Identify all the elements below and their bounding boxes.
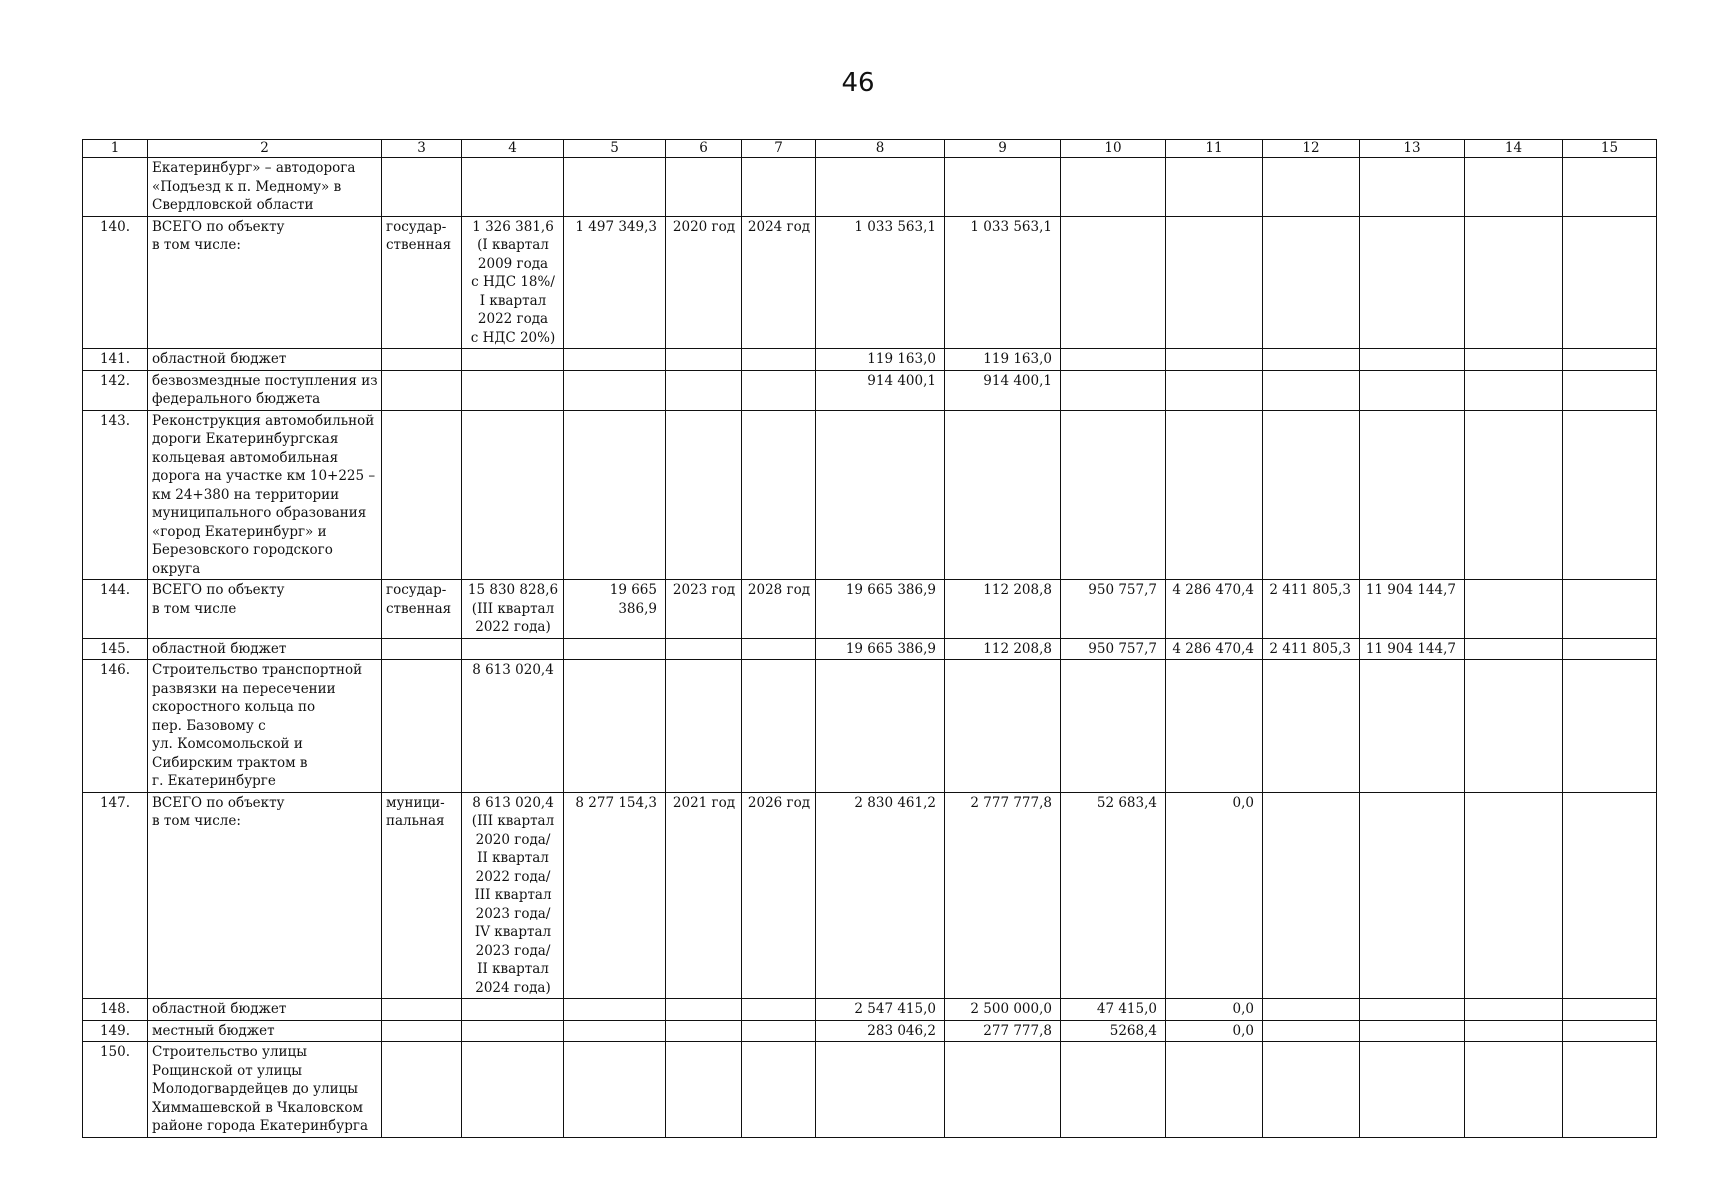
funding-year4-cell: [1263, 349, 1360, 371]
ownership-cell: [382, 638, 462, 660]
budget-table: [82, 139, 1657, 1138]
funding-year3-cell: 0,0: [1166, 1020, 1263, 1042]
description-cell: Строительство транспортной развязки на пересечении скоростного кольца по пер. Базовому с ул. Комсомольской и Сибирским трактом в г. Екатеринбурге: [148, 660, 382, 793]
estimated-cost-cell: [462, 410, 564, 580]
ownership-cell: [382, 158, 462, 217]
funding-year3-cell: 0,0: [1166, 999, 1263, 1021]
funding-year7-cell: [1563, 999, 1657, 1021]
funding-year6-cell: [1465, 349, 1563, 371]
funding-year6-cell: [1465, 638, 1563, 660]
end-year-cell: [742, 410, 816, 580]
header-row: [83, 140, 1657, 158]
ownership-cell: [382, 370, 462, 410]
funding-year1-cell: 112 208,8: [945, 580, 1061, 639]
column-header: 13: [1360, 140, 1465, 158]
estimated-cost-cell: 15 830 828,6 (III квартал 2022 года): [462, 580, 564, 639]
funding-year5-cell: [1360, 410, 1465, 580]
ownership-cell: [382, 349, 462, 371]
funding-total-cell: [816, 1042, 945, 1138]
row-number-cell: 148.: [83, 999, 148, 1021]
description-cell: областной бюджет: [148, 638, 382, 660]
funding-year2-cell: 47 415,0: [1061, 999, 1166, 1021]
ownership-cell: муници- пальная: [382, 792, 462, 999]
funding-year7-cell: [1563, 370, 1657, 410]
total-cost-cell: [564, 1020, 666, 1042]
funding-year6-cell: [1465, 999, 1563, 1021]
start-year-cell: 2020 год: [666, 216, 742, 349]
funding-total-cell: 2 830 461,2: [816, 792, 945, 999]
column-header: 15: [1563, 140, 1657, 158]
row-number-cell: 140.: [83, 216, 148, 349]
funding-year3-cell: [1166, 158, 1263, 217]
column-header: 8: [816, 140, 945, 158]
row-number-cell: 144.: [83, 580, 148, 639]
funding-total-cell: 19 665 386,9: [816, 580, 945, 639]
column-header: 4: [462, 140, 564, 158]
row-number-cell: 150.: [83, 1042, 148, 1138]
funding-year5-cell: [1360, 158, 1465, 217]
start-year-cell: [666, 660, 742, 793]
funding-year3-cell: 0,0: [1166, 792, 1263, 999]
funding-year4-cell: [1263, 792, 1360, 999]
funding-year4-cell: [1263, 1020, 1360, 1042]
description-cell: областной бюджет: [148, 349, 382, 371]
total-cost-cell: [564, 660, 666, 793]
funding-year6-cell: [1465, 1020, 1563, 1042]
total-cost-cell: 19 665 386,9: [564, 580, 666, 639]
funding-total-cell: 119 163,0: [816, 349, 945, 371]
funding-year4-cell: [1263, 660, 1360, 793]
funding-year3-cell: [1166, 660, 1263, 793]
funding-year1-cell: [945, 660, 1061, 793]
column-header: 1: [83, 140, 148, 158]
funding-total-cell: [816, 410, 945, 580]
ownership-cell: [382, 410, 462, 580]
funding-year6-cell: [1465, 792, 1563, 999]
funding-year1-cell: [945, 410, 1061, 580]
ownership-cell: [382, 1020, 462, 1042]
description-cell: Екатеринбург» – автодорога «Подъезд к п. Медному» в Свердловской области: [148, 158, 382, 217]
start-year-cell: 2023 год: [666, 580, 742, 639]
total-cost-cell: [564, 370, 666, 410]
funding-year2-cell: [1061, 410, 1166, 580]
start-year-cell: [666, 158, 742, 217]
funding-year2-cell: 52 683,4: [1061, 792, 1166, 999]
funding-total-cell: 1 033 563,1: [816, 216, 945, 349]
funding-total-cell: 914 400,1: [816, 370, 945, 410]
funding-year3-cell: [1166, 349, 1263, 371]
column-header: 3: [382, 140, 462, 158]
estimated-cost-cell: [462, 999, 564, 1021]
funding-year4-cell: 2 411 805,3: [1263, 580, 1360, 639]
funding-year5-cell: [1360, 370, 1465, 410]
table-row: [83, 158, 1657, 217]
table-row: [83, 1020, 1657, 1042]
funding-year1-cell: 2 500 000,0: [945, 999, 1061, 1021]
funding-year1-cell: [945, 158, 1061, 217]
total-cost-cell: [564, 1042, 666, 1138]
description-cell: Строительство улицы Рощинской от улицы Молодогвардейцев до улицы Химмашевской в Чкаловском районе города Екатеринбурга: [148, 1042, 382, 1138]
end-year-cell: [742, 999, 816, 1021]
funding-year1-cell: 277 777,8: [945, 1020, 1061, 1042]
funding-total-cell: [816, 158, 945, 217]
column-header: 7: [742, 140, 816, 158]
estimated-cost-cell: [462, 158, 564, 217]
row-number-cell: 142.: [83, 370, 148, 410]
row-number-cell: [83, 158, 148, 217]
column-header: 10: [1061, 140, 1166, 158]
funding-year2-cell: [1061, 660, 1166, 793]
start-year-cell: [666, 349, 742, 371]
description-cell: ВСЕГО по объекту в том числе:: [148, 216, 382, 349]
funding-year2-cell: [1061, 349, 1166, 371]
funding-year3-cell: [1166, 370, 1263, 410]
funding-year7-cell: [1563, 158, 1657, 217]
table-row: [83, 999, 1657, 1021]
page-number: 46: [841, 68, 875, 98]
funding-year5-cell: [1360, 792, 1465, 999]
funding-year4-cell: [1263, 999, 1360, 1021]
end-year-cell: [742, 1020, 816, 1042]
total-cost-cell: [564, 349, 666, 371]
end-year-cell: [742, 660, 816, 793]
ownership-cell: [382, 999, 462, 1021]
funding-year1-cell: 119 163,0: [945, 349, 1061, 371]
total-cost-cell: 8 277 154,3: [564, 792, 666, 999]
funding-year5-cell: 11 904 144,7: [1360, 638, 1465, 660]
funding-total-cell: 283 046,2: [816, 1020, 945, 1042]
estimated-cost-cell: [462, 349, 564, 371]
row-number-cell: 146.: [83, 660, 148, 793]
funding-year4-cell: 2 411 805,3: [1263, 638, 1360, 660]
description-cell: ВСЕГО по объекту в том числе: [148, 580, 382, 639]
start-year-cell: [666, 410, 742, 580]
funding-year2-cell: 5268,4: [1061, 1020, 1166, 1042]
column-header: 11: [1166, 140, 1263, 158]
column-header: 9: [945, 140, 1061, 158]
funding-year5-cell: [1360, 660, 1465, 793]
ownership-cell: государ- ственная: [382, 216, 462, 349]
estimated-cost-cell: 8 613 020,4 (III квартал 2020 года/ II квартал 2022 года/ III квартал 2023 года/ IV квартал 2023 года/ II квартал 2024 года): [462, 792, 564, 999]
funding-year2-cell: [1061, 158, 1166, 217]
funding-year4-cell: [1263, 410, 1360, 580]
total-cost-cell: 1 497 349,3: [564, 216, 666, 349]
table-row: [83, 349, 1657, 371]
funding-total-cell: 2 547 415,0: [816, 999, 945, 1021]
funding-year6-cell: [1465, 216, 1563, 349]
funding-year5-cell: [1360, 1042, 1465, 1138]
column-header: 12: [1263, 140, 1360, 158]
column-header: 2: [148, 140, 382, 158]
funding-year3-cell: 4 286 470,4: [1166, 580, 1263, 639]
total-cost-cell: [564, 638, 666, 660]
table-row: [83, 580, 1657, 639]
row-number-cell: 143.: [83, 410, 148, 580]
funding-year6-cell: [1465, 660, 1563, 793]
funding-year3-cell: [1166, 216, 1263, 349]
estimated-cost-cell: [462, 1042, 564, 1138]
table-row: [83, 370, 1657, 410]
table-row: [83, 410, 1657, 580]
column-header: 5: [564, 140, 666, 158]
funding-year7-cell: [1563, 410, 1657, 580]
end-year-cell: [742, 158, 816, 217]
funding-year1-cell: 914 400,1: [945, 370, 1061, 410]
funding-year2-cell: [1061, 1042, 1166, 1138]
estimated-cost-cell: [462, 638, 564, 660]
funding-year6-cell: [1465, 1042, 1563, 1138]
end-year-cell: 2028 год: [742, 580, 816, 639]
estimated-cost-cell: 1 326 381,6 (I квартал 2009 года с НДС 18%/ I квартал 2022 года с НДС 20%): [462, 216, 564, 349]
description-cell: областной бюджет: [148, 999, 382, 1021]
table-row: [83, 660, 1657, 793]
funding-year4-cell: [1263, 1042, 1360, 1138]
table-row: [83, 638, 1657, 660]
funding-total-cell: 19 665 386,9: [816, 638, 945, 660]
funding-year6-cell: [1465, 410, 1563, 580]
funding-year1-cell: 112 208,8: [945, 638, 1061, 660]
table-row: [83, 792, 1657, 999]
start-year-cell: [666, 1020, 742, 1042]
end-year-cell: [742, 1042, 816, 1138]
table-body: [83, 140, 1657, 1138]
end-year-cell: 2026 год: [742, 792, 816, 999]
funding-year2-cell: 950 757,7: [1061, 638, 1166, 660]
row-number-cell: 145.: [83, 638, 148, 660]
funding-year1-cell: 2 777 777,8: [945, 792, 1061, 999]
funding-year7-cell: [1563, 638, 1657, 660]
funding-year6-cell: [1465, 580, 1563, 639]
funding-year7-cell: [1563, 216, 1657, 349]
start-year-cell: 2021 год: [666, 792, 742, 999]
total-cost-cell: [564, 410, 666, 580]
end-year-cell: [742, 370, 816, 410]
table-row: [83, 1042, 1657, 1138]
estimated-cost-cell: [462, 370, 564, 410]
funding-year5-cell: 11 904 144,7: [1360, 580, 1465, 639]
column-header: 14: [1465, 140, 1563, 158]
end-year-cell: [742, 349, 816, 371]
funding-year5-cell: [1360, 1020, 1465, 1042]
funding-year3-cell: [1166, 410, 1263, 580]
description-cell: местный бюджет: [148, 1020, 382, 1042]
description-cell: ВСЕГО по объекту в том числе:: [148, 792, 382, 999]
description-cell: безвозмездные поступления из федерального бюджета: [148, 370, 382, 410]
start-year-cell: [666, 638, 742, 660]
funding-year2-cell: [1061, 370, 1166, 410]
funding-total-cell: [816, 660, 945, 793]
funding-year4-cell: [1263, 216, 1360, 349]
estimated-cost-cell: [462, 1020, 564, 1042]
funding-year5-cell: [1360, 349, 1465, 371]
funding-year2-cell: [1061, 216, 1166, 349]
estimated-cost-cell: 8 613 020,4: [462, 660, 564, 793]
start-year-cell: [666, 999, 742, 1021]
table-row: [83, 216, 1657, 349]
end-year-cell: [742, 638, 816, 660]
funding-year7-cell: [1563, 792, 1657, 999]
funding-year2-cell: 950 757,7: [1061, 580, 1166, 639]
funding-year4-cell: [1263, 158, 1360, 217]
ownership-cell: [382, 660, 462, 793]
start-year-cell: [666, 370, 742, 410]
funding-year3-cell: 4 286 470,4: [1166, 638, 1263, 660]
ownership-cell: государ- ственная: [382, 580, 462, 639]
funding-year7-cell: [1563, 580, 1657, 639]
row-number-cell: 149.: [83, 1020, 148, 1042]
funding-year5-cell: [1360, 999, 1465, 1021]
funding-year6-cell: [1465, 158, 1563, 217]
funding-year1-cell: [945, 1042, 1061, 1138]
ownership-cell: [382, 1042, 462, 1138]
start-year-cell: [666, 1042, 742, 1138]
funding-year7-cell: [1563, 1020, 1657, 1042]
total-cost-cell: [564, 158, 666, 217]
row-number-cell: 147.: [83, 792, 148, 999]
total-cost-cell: [564, 999, 666, 1021]
funding-year1-cell: 1 033 563,1: [945, 216, 1061, 349]
funding-year7-cell: [1563, 1042, 1657, 1138]
end-year-cell: 2024 год: [742, 216, 816, 349]
row-number-cell: 141.: [83, 349, 148, 371]
funding-year6-cell: [1465, 370, 1563, 410]
funding-year3-cell: [1166, 1042, 1263, 1138]
funding-year7-cell: [1563, 660, 1657, 793]
funding-year7-cell: [1563, 349, 1657, 371]
description-cell: Реконструкция автомобильной дороги Екатеринбургская кольцевая автомобильная дорога на участке км 10+225 – км 24+380 на территории муниципального образования «город Екатеринбург» и Березовского городского округа: [148, 410, 382, 580]
funding-year4-cell: [1263, 370, 1360, 410]
column-header: 6: [666, 140, 742, 158]
funding-year5-cell: [1360, 216, 1465, 349]
